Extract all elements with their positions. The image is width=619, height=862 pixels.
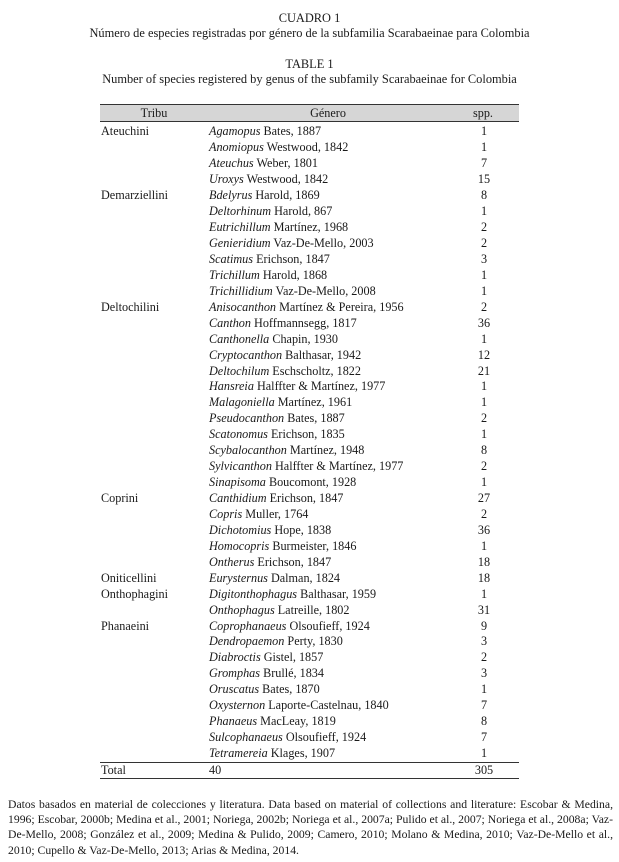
genus-name: Canthon (209, 315, 251, 330)
genus-cell (209, 459, 449, 474)
spp-cell: 15 (477, 172, 491, 187)
spp-cell: 36 (477, 522, 491, 537)
spp-cell: 1 (480, 475, 488, 490)
genus-name: Pseudocanthon (209, 411, 285, 426)
genus-author: Martínez, 1961 (274, 395, 353, 410)
table-row (100, 188, 519, 204)
table-row (100, 331, 519, 347)
spp-cell: 12 (477, 347, 491, 362)
genus-cell (209, 714, 449, 729)
tribu-cell: Coprini (101, 491, 139, 506)
genus-author: Boucomont, 1928 (265, 475, 357, 490)
genus-author: Martínez, 1968 (270, 220, 349, 235)
genus-cell (209, 571, 449, 586)
spp-cell: 1 (480, 204, 488, 219)
table-body (100, 122, 519, 762)
tribu-cell: Onthophagini (101, 586, 169, 601)
genus-author: Olsoufieff, 1924 (286, 618, 370, 633)
genus-name: Sylvicanthon (209, 459, 272, 474)
genus-cell (209, 379, 449, 394)
genus-name: Dichotomius (209, 522, 272, 537)
genus-cell (209, 220, 449, 235)
genus-cell (209, 364, 449, 379)
genus-cell (209, 204, 449, 219)
table-row (100, 730, 519, 746)
table-footnote: Datos basados en material de colecciones y literatura. Data based on material of collections and literature: Escobar & Medina, 1996; Escobar, 2000b; Medina et al., 2001; Noriega, 2002b; Noriega et al., 2007a; Pulido et al., 2007; Noriega et al., 2008a; Vaz-De-Mello, 2008; González et al., 2009; Medina & Pulido, 2009; Camero, 2010; Molano & Medina, 2010; Vaz-De-Mello et al., 2010; Cupello & Vaz-De-Mello, 2013; Arias & Medina, 2014. (8, 798, 613, 857)
table-row (100, 650, 519, 666)
spp-cell: 3 (480, 251, 488, 266)
header-spp: spp. (473, 105, 493, 120)
genus-author: Hoffmannsegg, 1817 (250, 315, 357, 330)
table-row (100, 156, 519, 172)
genus-cell (209, 666, 449, 681)
spp-cell: 2 (480, 299, 488, 314)
spp-cell: 7 (480, 730, 488, 745)
table-row (100, 443, 519, 459)
species-table (100, 104, 519, 779)
spp-cell: 2 (480, 506, 488, 521)
genus-name: Deltorhinum (209, 204, 272, 219)
genus-author: Eschscholtz, 1822 (269, 363, 361, 378)
genus-cell (209, 619, 449, 634)
table-row (100, 522, 519, 538)
spp-cell: 1 (480, 427, 488, 442)
table-row (100, 140, 519, 156)
genus-name: Trichillum (209, 267, 260, 282)
spp-cell: 1 (480, 395, 488, 410)
spp-cell: 36 (477, 315, 491, 330)
genus-cell (209, 300, 449, 315)
spp-cell: 18 (477, 570, 491, 585)
header-genero: Género (310, 105, 346, 120)
spp-cell: 2 (480, 411, 488, 426)
genus-cell (209, 443, 449, 458)
genus-cell (209, 316, 449, 331)
genus-author: Harold, 1868 (259, 267, 328, 282)
genus-name: Phanaeus (209, 714, 258, 729)
genus-name: Anisocanthon (209, 299, 277, 314)
caption-english-text: Number of species registered by genus of the subfamily Scarabaeinae for Colombia (102, 71, 517, 86)
genus-name: Ontherus (209, 554, 255, 569)
genus-author: Harold, 867 (271, 204, 333, 219)
caption-spanish (0, 11, 619, 40)
genus-name: Eutrichillum (209, 220, 271, 235)
genus-name: Onthophagus (209, 602, 275, 617)
genus-cell (209, 491, 449, 506)
genus-name: Oruscatus (209, 682, 260, 697)
genus-name: Gromphas (209, 666, 261, 681)
genus-cell (209, 555, 449, 570)
total-label: Total (101, 762, 126, 777)
genus-cell (209, 746, 449, 761)
genus-author: Erichson, 1847 (254, 554, 332, 569)
table-row (100, 347, 519, 363)
spp-cell: 3 (480, 634, 488, 649)
genus-author: Halffter & Martínez, 1977 (271, 459, 404, 474)
table-header-row (100, 105, 519, 121)
table-row (100, 570, 519, 586)
genus-name: Bdelyrus (209, 188, 253, 203)
genus-author: Weber, 1801 (253, 156, 318, 171)
genus-author: Latreille, 1802 (274, 602, 350, 617)
genus-cell (209, 156, 449, 171)
genus-cell (209, 236, 449, 251)
spp-cell: 7 (480, 156, 488, 171)
genus-author: Halffter & Martínez, 1977 (253, 379, 386, 394)
genus-cell (209, 475, 449, 490)
caption-english (0, 57, 619, 86)
table-row (100, 682, 519, 698)
spp-cell: 2 (480, 650, 488, 665)
genus-author: MacLeay, 1819 (257, 714, 336, 729)
genus-cell (209, 268, 449, 283)
genus-author: Balthasar, 1959 (297, 586, 377, 601)
tribu-cell: Phanaeini (101, 618, 150, 633)
table-row (100, 124, 519, 140)
genus-name: Coprophanaeus (209, 618, 287, 633)
table-row (100, 172, 519, 188)
spp-cell: 1 (480, 140, 488, 155)
spp-cell: 31 (477, 602, 491, 617)
genus-cell (209, 427, 449, 442)
genus-author: Muller, 1764 (242, 506, 309, 521)
genus-cell (209, 252, 449, 267)
spp-cell: 1 (480, 379, 488, 394)
table-row (100, 491, 519, 507)
caption-english-label: TABLE 1 (285, 57, 334, 71)
genus-author: Westwood, 1842 (263, 140, 349, 155)
genus-name: Digitonthophagus (209, 586, 298, 601)
genus-name: Deltochilum (209, 363, 270, 378)
table-row (100, 220, 519, 236)
spp-cell: 9 (480, 618, 488, 633)
genus-cell (209, 730, 449, 745)
total-spp: 305 (474, 762, 494, 777)
genus-name: Scybalocanthon (209, 443, 287, 458)
table-row (100, 283, 519, 299)
spp-cell: 7 (480, 698, 488, 713)
genus-author: Bates, 1870 (259, 682, 320, 697)
genus-name: Homocopris (209, 538, 270, 553)
table-row (100, 554, 519, 570)
genus-cell (209, 172, 449, 187)
spp-cell: 21 (477, 363, 491, 378)
tribu-cell: Oniticellini (101, 570, 157, 585)
genus-cell (209, 507, 449, 522)
genus-name: Agamopus (209, 124, 261, 139)
genus-cell (209, 698, 449, 713)
spp-cell: 1 (480, 586, 488, 601)
genus-author: Martínez, 1948 (286, 443, 365, 458)
genus-author: Harold, 1869 (252, 188, 320, 203)
spp-cell: 8 (480, 714, 488, 729)
genus-author: Bates, 1887 (260, 124, 322, 139)
table-row (100, 204, 519, 220)
genus-author: Gistel, 1857 (260, 650, 324, 665)
genus-name: Uroxys (209, 172, 244, 187)
table-row (100, 475, 519, 491)
spp-cell: 2 (480, 459, 488, 474)
genus-cell (209, 411, 449, 426)
genus-cell (209, 650, 449, 665)
genus-name: Trichillidium (209, 283, 273, 298)
genus-name: Cryptocanthon (209, 347, 283, 362)
table-row (100, 507, 519, 523)
genus-author: Erichson, 1835 (267, 427, 345, 442)
table-row (100, 666, 519, 682)
genus-author: Klages, 1907 (267, 746, 336, 761)
genus-author: Balthasar, 1942 (282, 347, 362, 362)
tribu-cell: Deltochilini (101, 299, 160, 314)
genus-author: Bates, 1887 (284, 411, 345, 426)
spp-cell: 1 (480, 682, 488, 697)
genus-cell (209, 682, 449, 697)
table-row (100, 634, 519, 650)
spp-cell: 1 (480, 283, 488, 298)
table-row (100, 427, 519, 443)
table-row (100, 299, 519, 315)
spp-cell: 1 (480, 267, 488, 282)
genus-name: Copris (209, 506, 243, 521)
genus-cell (209, 332, 449, 347)
table-row (100, 698, 519, 714)
genus-cell (209, 523, 449, 538)
genus-author: Burmeister, 1846 (269, 538, 357, 553)
genus-author: Westwood, 1842 (243, 172, 329, 187)
genus-name: Canthonella (209, 331, 270, 346)
spp-cell: 18 (477, 554, 491, 569)
table-row (100, 411, 519, 427)
genus-name: Hansreia (209, 379, 254, 394)
genus-name: Oxysternon (209, 698, 266, 713)
genus-cell (209, 140, 449, 155)
tribu-cell: Ateuchini (101, 124, 150, 139)
genus-cell (209, 284, 449, 299)
spp-cell: 27 (477, 491, 491, 506)
genus-cell (209, 634, 449, 649)
caption-spanish-text: Número de especies registradas por género de la subfamilia Scarabaeinae para Colombia (89, 25, 530, 40)
table-bottom-rule (100, 778, 519, 779)
table-row (100, 363, 519, 379)
spp-cell: 1 (480, 124, 488, 139)
table-row (100, 267, 519, 283)
table-row (100, 395, 519, 411)
genus-cell (209, 188, 449, 203)
table-row (100, 379, 519, 395)
genus-author: Erichson, 1847 (253, 251, 330, 266)
spp-cell: 3 (480, 666, 488, 681)
spp-cell: 8 (480, 188, 488, 203)
spp-cell: 2 (480, 236, 488, 251)
genus-author: Perty, 1830 (284, 634, 343, 649)
genus-cell (209, 587, 449, 602)
table-total-row (100, 763, 519, 779)
genus-author: Chapin, 1930 (269, 331, 338, 346)
genus-name: Scatonomus (209, 427, 268, 442)
table-row (100, 315, 519, 331)
header-tribu: Tribu (140, 105, 168, 120)
table-row (100, 586, 519, 602)
genus-author: Hope, 1838 (271, 522, 332, 537)
genus-cell (209, 124, 449, 139)
genus-author: Olsoufieff, 1924 (282, 730, 367, 745)
genus-name: Malagoniella (209, 395, 275, 410)
genus-cell (209, 395, 449, 410)
genus-name: Sulcophanaeus (209, 730, 283, 745)
genus-author: Martínez & Pereira, 1956 (276, 299, 404, 314)
genus-name: Canthidium (209, 491, 267, 506)
table-row (100, 746, 519, 762)
genus-author: Vaz-De-Mello, 2008 (272, 283, 376, 298)
table-row (100, 618, 519, 634)
genus-name: Genieridium (209, 236, 271, 251)
table-row (100, 252, 519, 268)
genus-name: Scatimus (209, 251, 254, 266)
genus-name: Eurysternus (209, 570, 268, 585)
genus-name: Anomiopus (209, 140, 264, 155)
genus-name: Ateuchus (209, 156, 254, 171)
genus-name: Diabroctis (209, 650, 261, 665)
table-row (100, 602, 519, 618)
spp-cell: 1 (480, 538, 488, 553)
genus-name: Sinapisoma (209, 475, 266, 490)
table-row (100, 538, 519, 554)
genus-cell (209, 348, 449, 363)
spp-cell: 1 (480, 746, 488, 761)
genus-author: Dalman, 1824 (267, 570, 341, 585)
genus-name: Tetramereia (209, 746, 268, 761)
total-genera: 40 (209, 762, 222, 777)
genus-author: Laporte-Castelnau, 1840 (265, 698, 389, 713)
genus-author: Vaz-De-Mello, 2003 (270, 236, 374, 251)
table-row (100, 236, 519, 252)
spp-cell: 1 (480, 331, 488, 346)
genus-author: Erichson, 1847 (266, 491, 344, 506)
tribu-cell: Demarziellini (101, 188, 169, 203)
spp-cell: 2 (480, 220, 488, 235)
table-row (100, 459, 519, 475)
genus-author: Brullé, 1834 (260, 666, 324, 681)
caption-spanish-label: CUADRO 1 (278, 11, 341, 25)
table-row (100, 714, 519, 730)
genus-cell (209, 539, 449, 554)
genus-cell (209, 603, 449, 618)
spp-cell: 8 (480, 443, 488, 458)
genus-name: Dendropaemon (209, 634, 285, 649)
